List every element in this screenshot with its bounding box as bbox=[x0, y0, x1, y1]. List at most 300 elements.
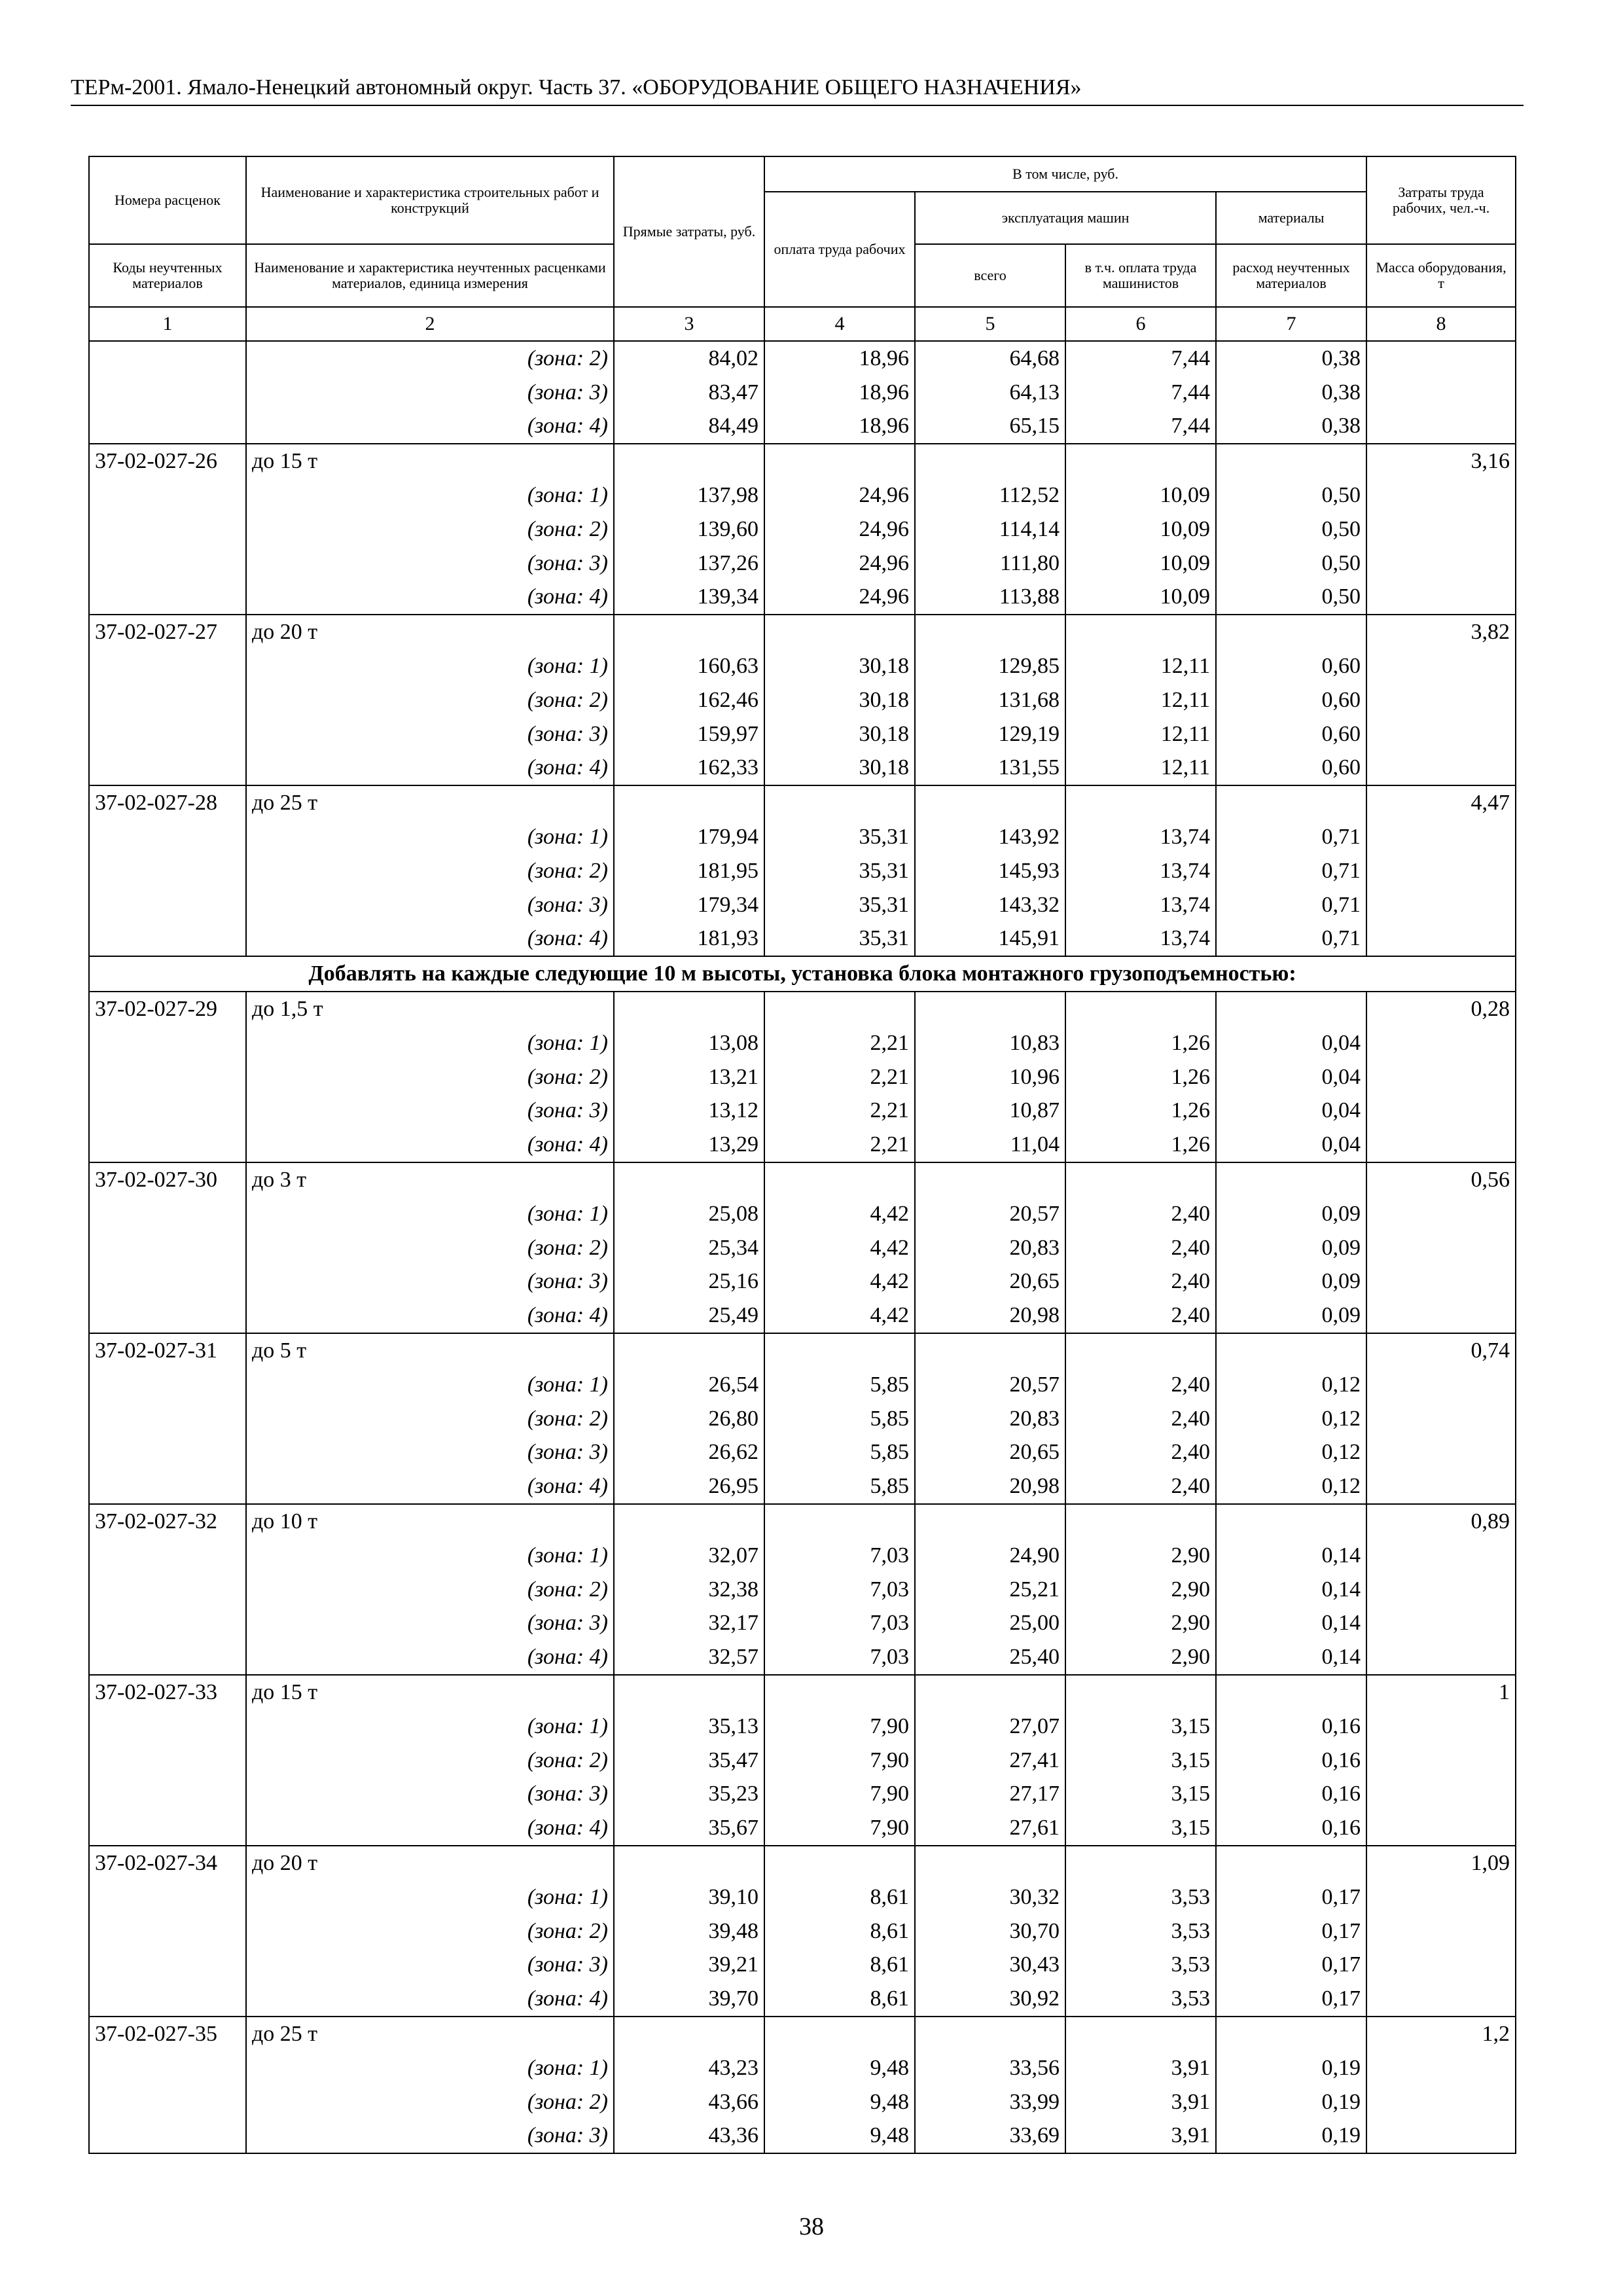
operator-pay: 2,90 bbox=[1065, 1606, 1216, 1640]
operator-pay: 2,90 bbox=[1065, 1640, 1216, 1675]
empty-cell bbox=[89, 478, 246, 512]
empty-cell bbox=[1366, 1402, 1516, 1436]
rate-code: 37-02-027-29 bbox=[89, 992, 246, 1026]
empty-cell bbox=[915, 1333, 1065, 1368]
materials-cost: 0,60 bbox=[1216, 717, 1366, 751]
rate-item-row bbox=[89, 444, 1516, 478]
machine-cost: 27,17 bbox=[915, 1777, 1065, 1811]
empty-cell bbox=[89, 1299, 246, 1333]
zone-label: (зона: 2) bbox=[246, 1914, 614, 1948]
empty-cell bbox=[1366, 1265, 1516, 1299]
empty-cell bbox=[1216, 2017, 1366, 2051]
materials-cost: 0,16 bbox=[1216, 1710, 1366, 1744]
direct-cost: 179,94 bbox=[614, 820, 764, 854]
rate-item-row bbox=[89, 615, 1516, 649]
direct-cost: 13,12 bbox=[614, 1094, 764, 1128]
operator-pay: 2,40 bbox=[1065, 1197, 1216, 1231]
direct-cost: 13,29 bbox=[614, 1128, 764, 1162]
materials-cost: 0,71 bbox=[1216, 922, 1366, 957]
machine-cost: 131,68 bbox=[915, 683, 1065, 717]
empty-cell bbox=[614, 1846, 764, 1880]
machine-cost: 143,92 bbox=[915, 820, 1065, 854]
header-unaccounted-name: Наименование и характеристика неучтенных расценками материалов, единица измерения bbox=[246, 244, 614, 307]
worker-pay: 2,21 bbox=[764, 1060, 915, 1094]
empty-cell bbox=[89, 751, 246, 786]
zone-row bbox=[89, 1368, 1516, 1402]
labor-cost: 0,74 bbox=[1366, 1333, 1516, 1368]
rate-item-row bbox=[89, 1675, 1516, 1710]
empty-cell bbox=[1216, 444, 1366, 478]
machine-cost: 145,93 bbox=[915, 854, 1065, 888]
operator-pay: 7,44 bbox=[1065, 410, 1216, 444]
rate-code: 37-02-027-35 bbox=[89, 2017, 246, 2051]
rate-name: до 10 т bbox=[246, 1504, 614, 1539]
operator-pay: 3,15 bbox=[1065, 1777, 1216, 1811]
materials-cost: 0,04 bbox=[1216, 1026, 1366, 1060]
empty-cell bbox=[89, 1026, 246, 1060]
empty-cell bbox=[614, 992, 764, 1026]
worker-pay: 5,85 bbox=[764, 1436, 915, 1470]
zone-label: (зона: 3) bbox=[246, 888, 614, 922]
machine-cost: 10,87 bbox=[915, 1094, 1065, 1128]
empty-cell bbox=[1366, 1744, 1516, 1778]
empty-cell bbox=[1366, 1094, 1516, 1128]
machine-cost: 30,70 bbox=[915, 1914, 1065, 1948]
zone-row bbox=[89, 1982, 1516, 2017]
zone-label: (зона: 3) bbox=[246, 1436, 614, 1470]
worker-pay: 24,96 bbox=[764, 512, 915, 547]
operator-pay: 2,40 bbox=[1065, 1231, 1216, 1265]
zone-row bbox=[89, 547, 1516, 581]
empty-cell bbox=[915, 1675, 1065, 1710]
empty-cell bbox=[1216, 992, 1366, 1026]
machine-cost: 30,43 bbox=[915, 1948, 1065, 1982]
zone-row bbox=[89, 581, 1516, 615]
worker-pay: 30,18 bbox=[764, 649, 915, 683]
operator-pay: 1,26 bbox=[1065, 1026, 1216, 1060]
direct-cost: 35,47 bbox=[614, 1744, 764, 1778]
machine-cost: 113,88 bbox=[915, 581, 1065, 615]
zone-label: (зона: 1) bbox=[246, 1197, 614, 1231]
materials-cost: 0,19 bbox=[1216, 2085, 1366, 2119]
operator-pay: 12,11 bbox=[1065, 717, 1216, 751]
operator-pay: 10,09 bbox=[1065, 547, 1216, 581]
rate-item-row bbox=[89, 2017, 1516, 2051]
worker-pay: 30,18 bbox=[764, 717, 915, 751]
empty-cell bbox=[764, 1846, 915, 1880]
empty-cell bbox=[915, 1846, 1065, 1880]
rate-item-row bbox=[89, 992, 1516, 1026]
machine-cost: 65,15 bbox=[915, 410, 1065, 444]
zone-row bbox=[89, 1299, 1516, 1333]
empty-cell bbox=[1065, 1675, 1216, 1710]
empty-cell bbox=[89, 1573, 246, 1607]
empty-cell bbox=[89, 717, 246, 751]
zone-row bbox=[89, 1914, 1516, 1948]
empty-cell bbox=[1065, 2017, 1216, 2051]
machine-cost: 27,41 bbox=[915, 1744, 1065, 1778]
materials-cost: 0,60 bbox=[1216, 649, 1366, 683]
operator-pay: 1,26 bbox=[1065, 1060, 1216, 1094]
rate-code: 37-02-027-28 bbox=[89, 785, 246, 820]
rate-name: до 20 т bbox=[246, 615, 614, 649]
empty-cell bbox=[1366, 2119, 1516, 2153]
zone-label: (зона: 1) bbox=[246, 1026, 614, 1060]
price-table bbox=[88, 156, 1516, 2154]
zone-label: (зона: 1) bbox=[246, 820, 614, 854]
worker-pay: 2,21 bbox=[764, 1094, 915, 1128]
machine-cost: 33,56 bbox=[915, 2051, 1065, 2085]
empty-cell bbox=[1366, 1982, 1516, 2017]
machine-cost: 129,85 bbox=[915, 649, 1065, 683]
operator-pay: 3,53 bbox=[1065, 1880, 1216, 1914]
machine-cost: 114,14 bbox=[915, 512, 1065, 547]
zone-row bbox=[89, 2119, 1516, 2153]
worker-pay: 7,03 bbox=[764, 1573, 915, 1607]
empty-cell bbox=[1366, 478, 1516, 512]
empty-cell bbox=[89, 922, 246, 957]
section-title: Добавлять на каждые следующие 10 м высоты, установка блока монтажного грузоподъемностью: bbox=[89, 956, 1516, 992]
worker-pay: 18,96 bbox=[764, 341, 915, 376]
operator-pay: 3,91 bbox=[1065, 2085, 1216, 2119]
zone-label: (зона: 3) bbox=[246, 1948, 614, 1982]
worker-pay: 7,03 bbox=[764, 1640, 915, 1675]
header-total: всего bbox=[915, 244, 1065, 307]
empty-cell bbox=[1366, 820, 1516, 854]
labor-cost: 4,47 bbox=[1366, 785, 1516, 820]
zone-row bbox=[89, 1128, 1516, 1162]
worker-pay: 8,61 bbox=[764, 1880, 915, 1914]
empty-cell bbox=[89, 1606, 246, 1640]
direct-cost: 181,95 bbox=[614, 854, 764, 888]
rate-code: 37-02-027-34 bbox=[89, 1846, 246, 1880]
worker-pay: 7,90 bbox=[764, 1710, 915, 1744]
direct-cost: 43,36 bbox=[614, 2119, 764, 2153]
operator-pay: 1,26 bbox=[1065, 1128, 1216, 1162]
rate-code: 37-02-027-33 bbox=[89, 1675, 246, 1710]
empty-cell bbox=[89, 1402, 246, 1436]
direct-cost: 159,97 bbox=[614, 717, 764, 751]
zone-label: (зона: 1) bbox=[246, 1368, 614, 1402]
zone-row bbox=[89, 1265, 1516, 1299]
direct-cost: 39,48 bbox=[614, 1914, 764, 1948]
page-number: 38 bbox=[799, 2213, 824, 2240]
direct-cost: 162,33 bbox=[614, 751, 764, 786]
operator-pay: 2,40 bbox=[1065, 1402, 1216, 1436]
empty-cell bbox=[1366, 1710, 1516, 1744]
empty-cell bbox=[89, 547, 246, 581]
machine-cost: 20,57 bbox=[915, 1197, 1065, 1231]
direct-cost: 137,26 bbox=[614, 547, 764, 581]
direct-cost: 32,17 bbox=[614, 1606, 764, 1640]
empty-cell bbox=[89, 581, 246, 615]
header-machine-operation: эксплуатация машин bbox=[915, 192, 1216, 244]
zone-row bbox=[89, 341, 1516, 376]
empty-cell bbox=[1065, 1504, 1216, 1539]
zone-label: (зона: 3) bbox=[246, 717, 614, 751]
machine-cost: 25,21 bbox=[915, 1573, 1065, 1607]
zone-row bbox=[89, 888, 1516, 922]
empty-cell bbox=[89, 2119, 246, 2153]
labor-cost: 0,89 bbox=[1366, 1504, 1516, 1539]
empty-cell bbox=[915, 444, 1065, 478]
machine-cost: 131,55 bbox=[915, 751, 1065, 786]
materials-cost: 0,16 bbox=[1216, 1744, 1366, 1778]
direct-cost: 26,95 bbox=[614, 1469, 764, 1504]
empty-cell bbox=[614, 1504, 764, 1539]
direct-cost: 35,67 bbox=[614, 1811, 764, 1846]
zone-row bbox=[89, 1811, 1516, 1846]
empty-cell bbox=[915, 785, 1065, 820]
machine-cost: 112,52 bbox=[915, 478, 1065, 512]
empty-cell bbox=[764, 785, 915, 820]
direct-cost: 39,10 bbox=[614, 1880, 764, 1914]
worker-pay: 5,85 bbox=[764, 1402, 915, 1436]
header-direct-costs: Прямые затраты, руб. bbox=[614, 156, 764, 307]
machine-cost: 27,61 bbox=[915, 1811, 1065, 1846]
header-labor-costs: Затраты труда рабочих, чел.-ч. bbox=[1366, 156, 1516, 244]
machine-cost: 25,40 bbox=[915, 1640, 1065, 1675]
machine-cost: 20,65 bbox=[915, 1265, 1065, 1299]
zone-row bbox=[89, 1539, 1516, 1573]
empty-cell bbox=[1366, 1880, 1516, 1914]
empty-cell bbox=[89, 649, 246, 683]
empty-cell bbox=[1366, 1606, 1516, 1640]
direct-cost: 35,13 bbox=[614, 1710, 764, 1744]
machine-cost: 33,69 bbox=[915, 2119, 1065, 2153]
rate-name: до 15 т bbox=[246, 444, 614, 478]
worker-pay: 35,31 bbox=[764, 854, 915, 888]
machine-cost: 11,04 bbox=[915, 1128, 1065, 1162]
worker-pay: 24,96 bbox=[764, 581, 915, 615]
zone-label: (зона: 4) bbox=[246, 1982, 614, 2017]
empty-cell bbox=[89, 1880, 246, 1914]
direct-cost: 160,63 bbox=[614, 649, 764, 683]
direct-cost: 26,80 bbox=[614, 1402, 764, 1436]
column-number: 6 bbox=[1065, 307, 1216, 341]
rate-code: 37-02-027-30 bbox=[89, 1162, 246, 1197]
zone-row bbox=[89, 1197, 1516, 1231]
zone-label: (зона: 4) bbox=[246, 581, 614, 615]
header-equipment-mass: Масса оборудования, т bbox=[1366, 244, 1516, 307]
labor-cost: 0,28 bbox=[1366, 992, 1516, 1026]
empty-cell bbox=[915, 1504, 1065, 1539]
rate-name: до 1,5 т bbox=[246, 992, 614, 1026]
empty-cell bbox=[1366, 751, 1516, 786]
empty-cell bbox=[1366, 1914, 1516, 1948]
empty-cell bbox=[1366, 1573, 1516, 1607]
empty-cell bbox=[1065, 1333, 1216, 1368]
direct-cost: 25,49 bbox=[614, 1299, 764, 1333]
empty-cell bbox=[89, 1948, 246, 1982]
rate-code: 37-02-027-32 bbox=[89, 1504, 246, 1539]
materials-cost: 0,71 bbox=[1216, 854, 1366, 888]
materials-cost: 0,50 bbox=[1216, 478, 1366, 512]
empty-cell bbox=[89, 1710, 246, 1744]
empty-cell bbox=[1216, 1162, 1366, 1197]
empty-cell bbox=[1065, 615, 1216, 649]
zone-row bbox=[89, 1231, 1516, 1265]
materials-cost: 0,71 bbox=[1216, 888, 1366, 922]
zone-label: (зона: 2) bbox=[246, 683, 614, 717]
zone-label: (зона: 2) bbox=[246, 512, 614, 547]
worker-pay: 4,42 bbox=[764, 1197, 915, 1231]
empty-cell bbox=[764, 615, 915, 649]
zone-label: (зона: 2) bbox=[246, 1402, 614, 1436]
worker-pay: 7,90 bbox=[764, 1744, 915, 1778]
empty-cell bbox=[1366, 922, 1516, 957]
worker-pay: 18,96 bbox=[764, 376, 915, 410]
zone-label: (зона: 2) bbox=[246, 1231, 614, 1265]
empty-cell bbox=[1366, 376, 1516, 410]
materials-cost: 0,16 bbox=[1216, 1777, 1366, 1811]
direct-cost: 83,47 bbox=[614, 376, 764, 410]
rate-name: до 25 т bbox=[246, 785, 614, 820]
direct-cost: 26,54 bbox=[614, 1368, 764, 1402]
rate-name: до 15 т bbox=[246, 1675, 614, 1710]
machine-cost: 129,19 bbox=[915, 717, 1065, 751]
zone-label: (зона: 4) bbox=[246, 1811, 614, 1846]
header-incl-operator-pay: в т.ч. оплата труда машинистов bbox=[1065, 244, 1216, 307]
zone-label: (зона: 1) bbox=[246, 1539, 614, 1573]
zone-label: (зона: 3) bbox=[246, 547, 614, 581]
direct-cost: 162,46 bbox=[614, 683, 764, 717]
zone-row bbox=[89, 410, 1516, 444]
worker-pay: 4,42 bbox=[764, 1265, 915, 1299]
operator-pay: 3,53 bbox=[1065, 1948, 1216, 1982]
zone-label: (зона: 3) bbox=[246, 1777, 614, 1811]
empty-cell bbox=[764, 992, 915, 1026]
worker-pay: 9,48 bbox=[764, 2085, 915, 2119]
empty-cell bbox=[1366, 649, 1516, 683]
zone-row bbox=[89, 1436, 1516, 1470]
empty-cell bbox=[89, 1436, 246, 1470]
empty-cell bbox=[1366, 1060, 1516, 1094]
operator-pay: 13,74 bbox=[1065, 922, 1216, 957]
column-number: 5 bbox=[915, 307, 1065, 341]
rate-code: 37-02-027-27 bbox=[89, 615, 246, 649]
header-work-name: Наименование и характеристика строительных работ и конструкций bbox=[246, 156, 614, 244]
empty-cell bbox=[89, 341, 246, 376]
empty-cell bbox=[89, 1469, 246, 1504]
empty-cell bbox=[1366, 1197, 1516, 1231]
empty-cell bbox=[89, 888, 246, 922]
empty-cell bbox=[1366, 1299, 1516, 1333]
zone-label: (зона: 2) bbox=[246, 341, 614, 376]
empty-cell bbox=[764, 1504, 915, 1539]
empty-cell bbox=[89, 1265, 246, 1299]
rate-name: до 3 т bbox=[246, 1162, 614, 1197]
direct-cost: 25,08 bbox=[614, 1197, 764, 1231]
zone-label: (зона: 1) bbox=[246, 1880, 614, 1914]
zone-row bbox=[89, 1573, 1516, 1607]
operator-pay: 2,40 bbox=[1065, 1299, 1216, 1333]
worker-pay: 18,96 bbox=[764, 410, 915, 444]
materials-cost: 0,50 bbox=[1216, 512, 1366, 547]
empty-cell bbox=[1366, 1640, 1516, 1675]
direct-cost: 13,08 bbox=[614, 1026, 764, 1060]
empty-cell bbox=[1366, 1948, 1516, 1982]
zone-label: (зона: 4) bbox=[246, 1640, 614, 1675]
zone-label: (зона: 3) bbox=[246, 376, 614, 410]
empty-cell bbox=[1366, 410, 1516, 444]
empty-cell bbox=[915, 2017, 1065, 2051]
machine-cost: 30,32 bbox=[915, 1880, 1065, 1914]
header-rate-numbers: Номера расценок bbox=[89, 156, 246, 244]
zone-row bbox=[89, 922, 1516, 957]
rate-name: до 25 т bbox=[246, 2017, 614, 2051]
empty-cell bbox=[764, 1333, 915, 1368]
zone-label: (зона: 3) bbox=[246, 1094, 614, 1128]
zone-row bbox=[89, 2051, 1516, 2085]
zone-row bbox=[89, 1948, 1516, 1982]
table-header bbox=[89, 156, 1516, 341]
empty-cell bbox=[1366, 547, 1516, 581]
zone-label: (зона: 4) bbox=[246, 1299, 614, 1333]
rate-code: 37-02-027-26 bbox=[89, 444, 246, 478]
worker-pay: 4,42 bbox=[764, 1299, 915, 1333]
operator-pay: 13,74 bbox=[1065, 888, 1216, 922]
machine-cost: 24,90 bbox=[915, 1539, 1065, 1573]
empty-cell bbox=[1366, 2085, 1516, 2119]
direct-cost: 32,57 bbox=[614, 1640, 764, 1675]
empty-cell bbox=[1366, 1436, 1516, 1470]
machine-cost: 10,83 bbox=[915, 1026, 1065, 1060]
empty-cell bbox=[89, 1777, 246, 1811]
document-header: ТЕРм-2001. Ямало-Ненецкий автономный округ. Часть 37. «ОБОРУДОВАНИЕ ОБЩЕГО НАЗНАЧЕНИЯ» bbox=[71, 73, 1524, 106]
empty-cell bbox=[1065, 785, 1216, 820]
labor-cost: 3,82 bbox=[1366, 615, 1516, 649]
machine-cost: 145,91 bbox=[915, 922, 1065, 957]
zone-row bbox=[89, 683, 1516, 717]
zone-row bbox=[89, 1060, 1516, 1094]
empty-cell bbox=[1216, 1504, 1366, 1539]
operator-pay: 3,91 bbox=[1065, 2119, 1216, 2153]
empty-cell bbox=[1366, 1539, 1516, 1573]
zone-row bbox=[89, 1469, 1516, 1504]
machine-cost: 111,80 bbox=[915, 547, 1065, 581]
zone-label: (зона: 2) bbox=[246, 2085, 614, 2119]
column-number: 3 bbox=[614, 307, 764, 341]
direct-cost: 39,70 bbox=[614, 1982, 764, 2017]
materials-cost: 0,50 bbox=[1216, 547, 1366, 581]
materials-cost: 0,19 bbox=[1216, 2119, 1366, 2153]
empty-cell bbox=[89, 1094, 246, 1128]
empty-cell bbox=[1366, 512, 1516, 547]
zone-label: (зона: 1) bbox=[246, 649, 614, 683]
worker-pay: 9,48 bbox=[764, 2051, 915, 2085]
worker-pay: 30,18 bbox=[764, 683, 915, 717]
machine-cost: 25,00 bbox=[915, 1606, 1065, 1640]
materials-cost: 0,17 bbox=[1216, 1880, 1366, 1914]
rate-item-row bbox=[89, 1504, 1516, 1539]
materials-cost: 0,12 bbox=[1216, 1436, 1366, 1470]
zone-row bbox=[89, 1640, 1516, 1675]
zone-row bbox=[89, 1880, 1516, 1914]
zone-label: (зона: 2) bbox=[246, 1744, 614, 1778]
empty-cell bbox=[1366, 1128, 1516, 1162]
materials-cost: 0,60 bbox=[1216, 751, 1366, 786]
materials-cost: 0,09 bbox=[1216, 1265, 1366, 1299]
labor-cost: 1 bbox=[1366, 1675, 1516, 1710]
empty-cell bbox=[1366, 1368, 1516, 1402]
operator-pay: 3,53 bbox=[1065, 1982, 1216, 2017]
empty-cell bbox=[614, 615, 764, 649]
worker-pay: 8,61 bbox=[764, 1914, 915, 1948]
direct-cost: 32,07 bbox=[614, 1539, 764, 1573]
materials-cost: 0,71 bbox=[1216, 820, 1366, 854]
labor-cost: 1,09 bbox=[1366, 1846, 1516, 1880]
